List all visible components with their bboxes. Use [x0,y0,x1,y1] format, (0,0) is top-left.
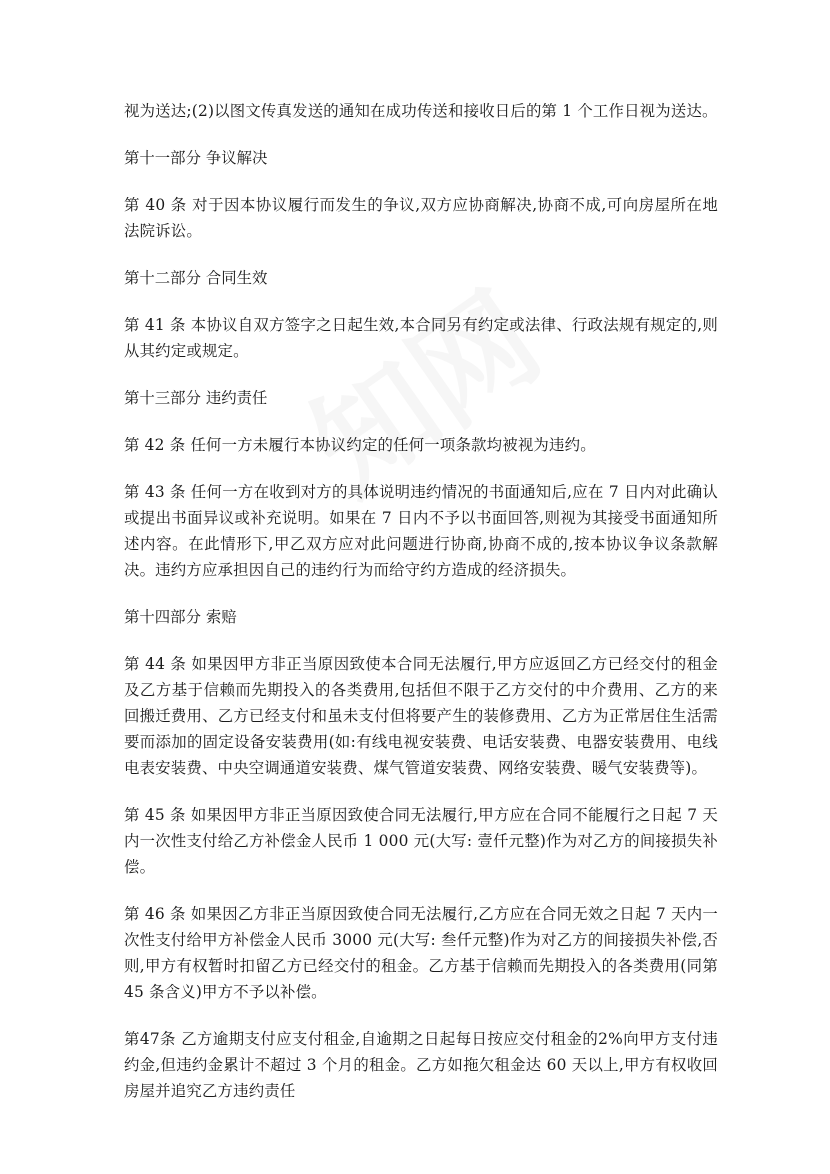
article-47: 第47条 乙方逾期支付应支付租金,自逾期之日起每日按应交付租金的2%向甲方支付违约金,但违约金累计不超过 3 个月的租金。乙方如拖欠租金达 60 天以上,甲方有权收回房屋并追究乙方违约责任 [124,1030,718,1100]
article-44: 第 44 条 如果因甲方非正当原因致使本合同无法履行,甲方应返回乙方已经交付的租金及乙方基于信赖而先期投入的各类费用,包括但不限于乙方交付的中介费用、乙方的来回搬迁费用、乙方已经支付和虽未支付但将要产生的装修费用、乙方为正常居住生活需要而添加的固定设备安装费用(如:有线电视安装费、电话安装费、电器安装费用、电线电表安装费、中央空调通道安装费、煤气管道安装费、网络安装费、暖气安装费等)。 [124,655,718,777]
article-46: 第 46 条 如果因乙方非正当原因致使合同无法履行,乙方应在合同无效之日起 7 天内一次性支付给甲方补偿金人民币 3000 元(大写: 叁仟元整)作为对乙方的间接损失补偿,否则,甲方有权暂时扣留乙方已经交付的租金。乙方基于信赖而先期投入的各类费用(同第 45 条含义)甲方不予以补偿。 [124,905,718,1001]
article-43: 第 43 条 任何一方在收到对方的具体说明违约情况的书面通知后,应在 7 日内对此确认或提出书面异议或补充说明。如果在 7 日内不予以书面回答,则视为其接受书面通知所述内容。在此情形下,甲乙双方应对此问题进行协商,协商不成的,按本协议争议条款解决。违约方应承担因自己的违约行为而给守约方造成的经济损失。 [124,483,718,579]
article-42: 第 42 条 任何一方未履行本协议约定的任何一项条款均被视为违约。 [124,436,596,454]
section-heading-13: 第十三部分 违约责任 [124,389,268,407]
article-40: 第 40 条 对于因本协议履行而发生的争议,双方应协商解决,协商不成,可向房屋所在地法院诉讼。 [124,196,718,240]
paragraph-notice-delivery: 视为送达;(2)以图文传真发送的通知在成功传送和接收日后的第 1 个工作日视为送达。 [124,102,718,120]
section-heading-14: 第十四部分 索赔 [124,608,237,626]
section-heading-12: 第十二部分 合同生效 [124,269,268,287]
article-45: 第 45 条 如果因甲方非正当原因致使合同无法履行,甲方应在合同不能履行之日起 7 天内一次性支付给乙方补偿金人民币 1 000 元(大写: 壹仟元整)作为对乙方的间接损失补偿。 [124,806,718,876]
document-page [124,98,718,1104]
section-heading-11: 第十一部分 争议解决 [124,149,268,167]
article-41: 第 41 条 本协议自双方签字之日起生效,本合同另有约定或法律、行政法规有规定的,则从其约定或规定。 [124,316,718,360]
